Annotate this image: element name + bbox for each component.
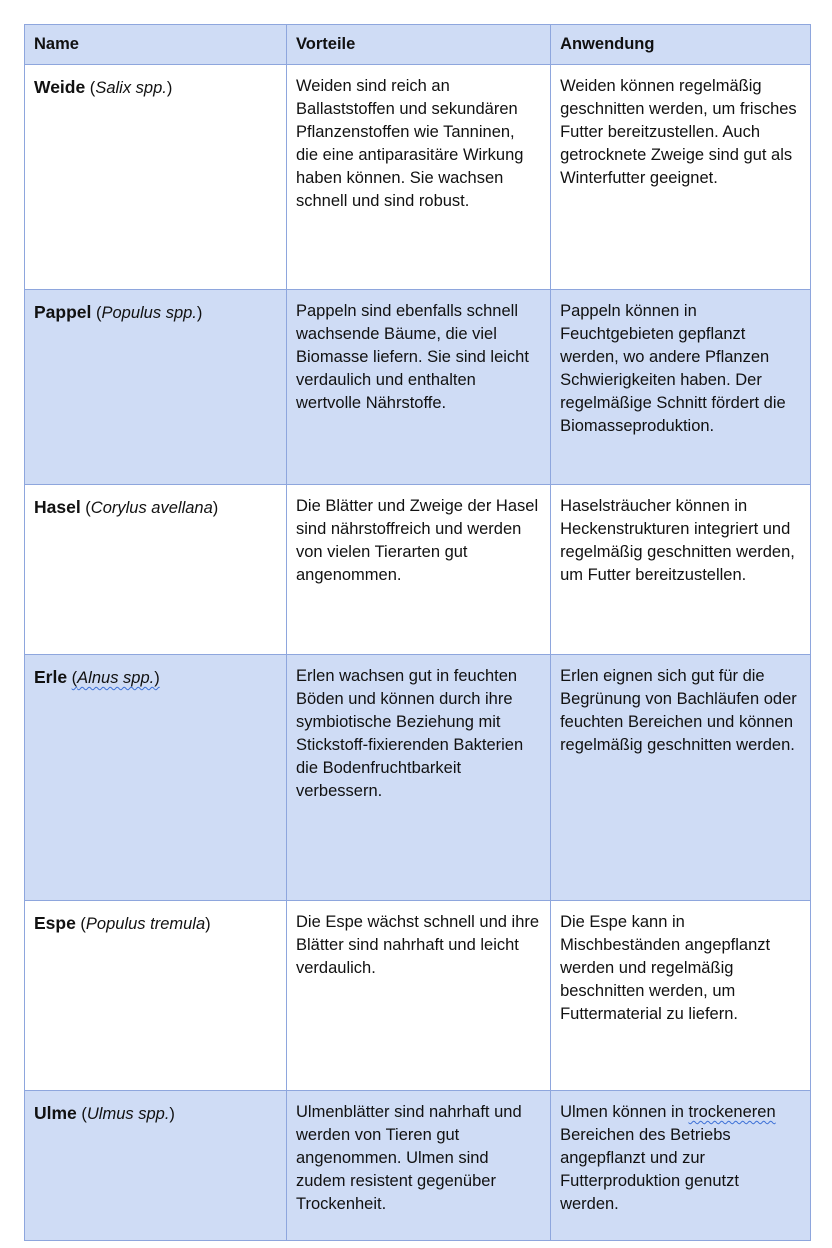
vorteile-cell: Ulmenblätter sind nahrhaft und werden von Tieren gut angenommen. Ulmen sind zudem resistent gegenüber Trockenheit.: [287, 1091, 551, 1241]
table-row: [25, 901, 811, 1091]
anwendung-text-post: Bereichen des Betriebs angepflanzt und zur Futterproduktion genutzt werden.: [560, 1126, 739, 1213]
latin-name: Populus tremula: [85, 915, 206, 933]
vorteile-cell: Die Blätter und Zweige der Hasel sind nährstoffreich und werden von vielen Tierarten gut angenommen.: [287, 485, 551, 655]
vorteile-cell: Pappeln sind ebenfalls schnell wachsende Bäume, die viel Biomasse liefern. Sie sind leicht verdaulich und enthalten wertvolle Nährstoffe.: [287, 290, 551, 485]
common-name: Ulme: [34, 1103, 77, 1123]
latin-name: Salix spp.: [95, 79, 167, 97]
header-vorteile: Vorteile: [287, 25, 551, 65]
common-name: Weide: [34, 77, 86, 97]
header-anwendung: Anwendung: [551, 25, 811, 65]
common-name: Hasel: [34, 497, 81, 517]
tree-table: [24, 24, 811, 1241]
anwendung-cell: Haselsträucher können in Heckenstrukturen integriert und regelmäßig geschnitten werden, um Futter bereitzustellen.: [551, 485, 811, 655]
table-row: [25, 290, 811, 485]
table-row: [25, 1091, 811, 1241]
name-cell: Weide (Salix spp.): [25, 65, 287, 290]
vorteile-cell: Weiden sind reich an Ballaststoffen und sekundären Pflanzenstoffen wie Tanninen, die eine antiparasitäre Wirkung haben können. Sie wachsen schnell und sind robust.: [287, 65, 551, 290]
table-header-row: [25, 25, 811, 65]
latin-name: Corylus avellana: [90, 499, 213, 517]
latin-name: Populus spp.: [101, 304, 197, 322]
table-row: [25, 655, 811, 901]
vorteile-cell: Die Espe wächst schnell und ihre Blätter sind nahrhaft und leicht verdaulich.: [287, 901, 551, 1091]
name-cell: Hasel (Corylus avellana): [25, 485, 287, 655]
spellcheck-flagged-word: trockeneren: [688, 1103, 776, 1121]
common-name: Espe: [34, 913, 76, 933]
name-cell: Ulme (Ulmus spp.): [25, 1091, 287, 1241]
anwendung-cell: Weiden können regelmäßig geschnitten werden, um frisches Futter bereitzustellen. Auch getrocknete Zweige sind gut als Winterfutter geeignet.: [551, 65, 811, 290]
table-row: [25, 65, 811, 290]
table-row: [25, 485, 811, 655]
anwendung-cell: Erlen eignen sich gut für die Begrünung von Bachläufen oder feuchten Bereichen und können regelmäßig geschnitten werden.: [551, 655, 811, 901]
anwendung-cell: Die Espe kann in Mischbeständen angepflanzt werden und regelmäßig beschnitten werden, um Futtermaterial zu liefern.: [551, 901, 811, 1091]
name-cell: Erle (Alnus spp.): [25, 655, 287, 901]
latin-name: Alnus spp.: [77, 669, 155, 687]
name-cell: Pappel (Populus spp.): [25, 290, 287, 485]
name-cell: Espe (Populus tremula): [25, 901, 287, 1091]
anwendung-text-pre: Ulmen können in: [560, 1103, 689, 1121]
common-name: Pappel: [34, 302, 92, 322]
common-name: Erle: [34, 667, 68, 687]
vorteile-cell: Erlen wachsen gut in feuchten Böden und können durch ihre symbiotische Beziehung mit Stickstoff-fixierenden Bakterien die Bodenfruchtbarkeit verbessern.: [287, 655, 551, 901]
latin-name: Ulmus spp.: [86, 1105, 170, 1123]
anwendung-cell: Pappeln können in Feuchtgebieten gepflanzt werden, wo andere Pflanzen Schwierigkeiten haben. Der regelmäßige Schnitt fördert die Biomasseproduktion.: [551, 290, 811, 485]
anwendung-cell: [551, 1091, 811, 1241]
header-name: Name: [25, 25, 287, 65]
